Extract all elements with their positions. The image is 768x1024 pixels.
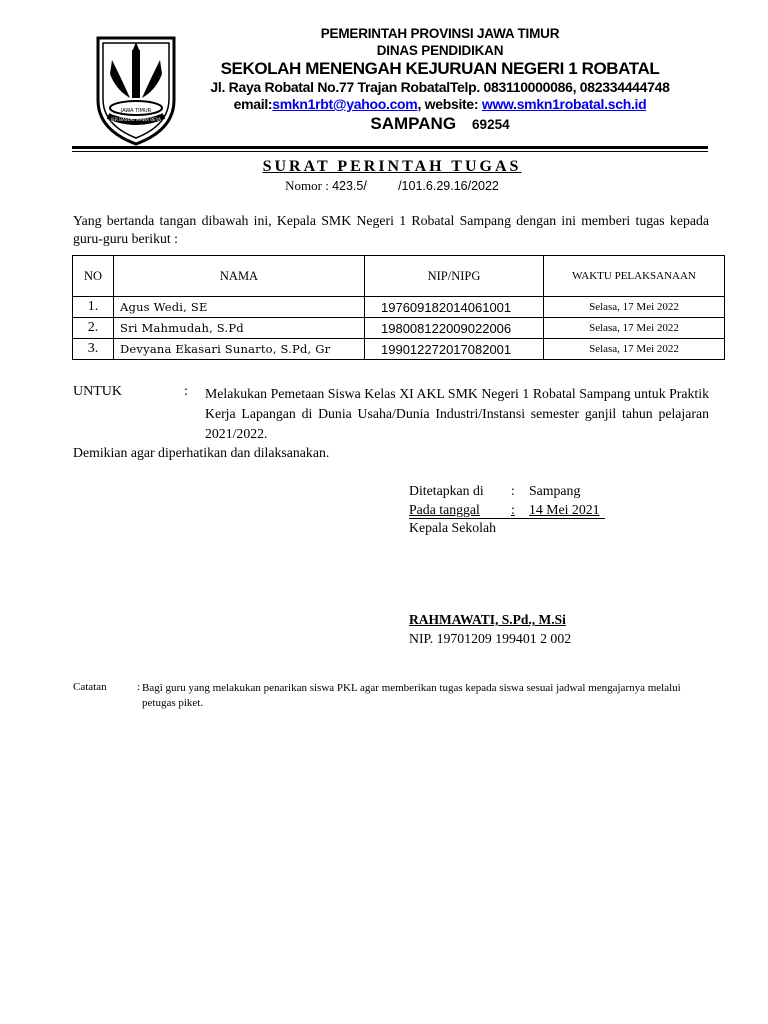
cell-no: 2. (73, 318, 114, 339)
table-row (73, 297, 725, 318)
signer-name: RAHMAWATI, S.Pd., M.Si (409, 612, 566, 627)
letterhead-rule-thin (72, 151, 708, 152)
letterhead-rule-thick (72, 146, 708, 149)
letterhead-department: DINAS PENDIDIKAN (376, 43, 504, 58)
date-label: Pada tanggal (409, 502, 480, 517)
document-title: SURAT PERINTAH TUGAS (262, 158, 522, 175)
table-row (73, 339, 725, 360)
signer-position: Kepala Sekolah (409, 520, 496, 535)
date-colon: : (511, 502, 515, 517)
header-no: NO (73, 256, 114, 297)
cell-no: 1. (73, 297, 114, 318)
cell-nama: Sri Mahmudah, S.Pd (114, 318, 365, 339)
province-emblem-logo (92, 30, 180, 148)
website-link[interactable]: www.smkn1robatal.sch.id (481, 96, 647, 112)
cell-nip: 198008122009022006 (365, 318, 544, 339)
cell-waktu: Selasa, 17 Mei 2022 (544, 318, 725, 339)
email-label: email: (233, 96, 273, 112)
cell-nama: Devyana Ekasari Sunarto, S.Pd, Gr (114, 339, 365, 360)
letterhead-contact (180, 96, 700, 112)
purpose-colon: : (184, 384, 188, 399)
cell-nip: 197609182014061001 (365, 297, 544, 318)
logo-text-bottom: JER BASUKI MAWA BEYA (111, 117, 161, 122)
number-label: Nomor : (285, 178, 329, 193)
place-label: Ditetapkan di (409, 483, 484, 498)
document-number (0, 178, 768, 194)
intro-paragraph: Yang bertanda tangan dibawah ini, Kepala SMK Negeri 1 Robatal Sampang dengan ini memberi tugas kepada guru-guru berikut : (73, 213, 709, 246)
city-name: SAMPANG (370, 114, 457, 133)
header-nip: NIP/NIPG (365, 256, 544, 297)
cell-nip: 199012272017082001 (365, 339, 544, 360)
note-label: Catatan (73, 681, 107, 693)
header-nama: NAMA (114, 256, 365, 297)
number-value: 423.5/ /101.6.29.16/2022 (332, 179, 499, 193)
cell-no: 3. (73, 339, 114, 360)
date-value: 14 Mei 2021 (529, 502, 600, 517)
letterhead-school-name: SEKOLAH MENENGAH KEJURUAN NEGERI 1 ROBATAL (220, 59, 660, 78)
cell-waktu: Selasa, 17 Mei 2022 (544, 297, 725, 318)
table-header-row (73, 256, 725, 297)
signer-nip: NIP. 19701209 199401 2 002 (409, 631, 572, 646)
purpose-label: UNTUK (73, 384, 122, 399)
website-label: , website: (417, 96, 482, 112)
date-underline (409, 518, 605, 519)
cell-nama: Agus Wedi, SE (114, 297, 365, 318)
email-link[interactable]: smkn1rbt@yahoo.com (272, 96, 418, 112)
letterhead-government: PEMERINTAH PROVINSI JAWA TIMUR (320, 26, 560, 41)
assignment-table (72, 255, 725, 360)
place-value: Sampang (529, 483, 581, 498)
note-colon: : (137, 681, 141, 693)
note-text: Bagi guru yang melakukan penarikan siswa PKL agar memberikan tugas kepada siswa sesuai jadwal mengajarnya melalui petugas piket. (142, 682, 681, 709)
zip-code: 69254 (472, 117, 510, 132)
purpose-text: Melakukan Pemetaan Siswa Kelas XI AKL SMK Negeri 1 Robatal Sampang untuk Praktik Kerja Lapangan di Dunia Usaha/Dunia Industri/Instansi semester ganjil tahun pelajaran 2021/2022. (205, 386, 709, 441)
table-row (73, 318, 725, 339)
cell-waktu: Selasa, 17 Mei 2022 (544, 339, 725, 360)
header-waktu: WAKTU PELAKSANAAN (544, 256, 725, 297)
closing-sentence: Demikian agar diperhatikan dan dilaksanakan. (73, 445, 330, 460)
letterhead-address: Jl. Raya Robatal No.77 Trajan RobatalTelp. 083110000086, 082334444748 (210, 79, 670, 95)
logo-text-top: JAWA TIMUR (120, 108, 152, 114)
letterhead-city (180, 114, 700, 134)
place-colon: : (511, 483, 515, 498)
